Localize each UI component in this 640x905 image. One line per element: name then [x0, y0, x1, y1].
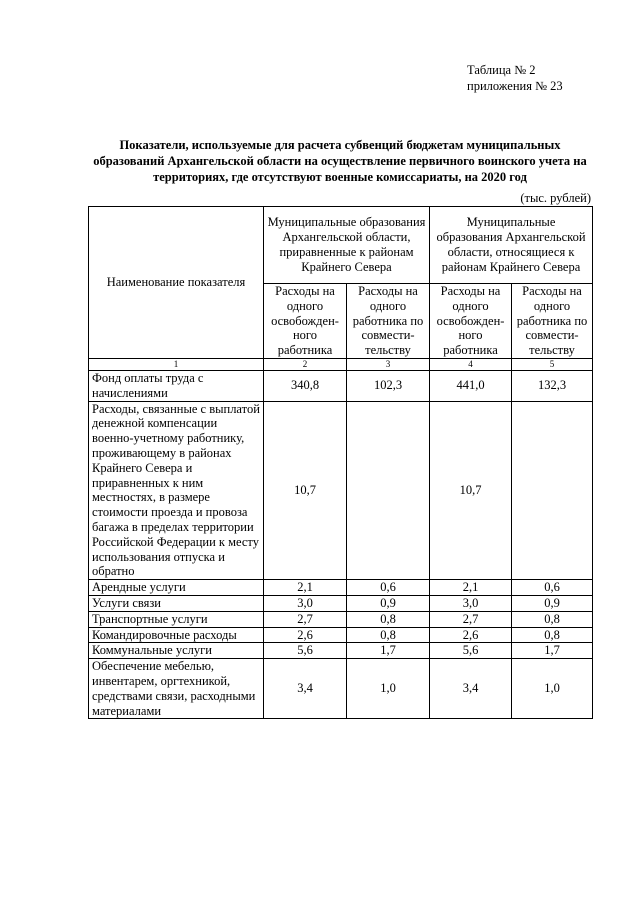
row-value: 0,8 — [512, 627, 593, 643]
row-indicator-name: Транспортные услуги — [89, 611, 264, 627]
table-row — [89, 659, 593, 719]
row-value: 3,0 — [264, 595, 347, 611]
table-row — [89, 595, 593, 611]
table-row — [89, 611, 593, 627]
row-value: 10,7 — [264, 401, 347, 580]
row-indicator-name: Обеспечение мебелью, инвентарем, оргтехникой, средствами связи, расходными материалами — [89, 659, 264, 719]
row-value — [512, 401, 593, 580]
row-value: 132,3 — [512, 370, 593, 401]
row-value: 0,8 — [347, 627, 430, 643]
row-value — [347, 401, 430, 580]
row-value: 0,8 — [347, 611, 430, 627]
header-row-groups — [89, 207, 593, 284]
row-value: 340,8 — [264, 370, 347, 401]
row-value: 5,6 — [430, 643, 512, 659]
row-value: 102,3 — [347, 370, 430, 401]
column-number: 5 — [512, 358, 593, 370]
row-value: 10,7 — [430, 401, 512, 580]
row-value: 5,6 — [264, 643, 347, 659]
header-group-equated-north: Муниципальные образования Архангельской области, приравненные к районам Крайнего Севера — [264, 207, 430, 284]
row-indicator-name: Коммунальные услуги — [89, 643, 264, 659]
row-value: 2,6 — [430, 627, 512, 643]
table-row — [89, 580, 593, 596]
row-value: 2,1 — [430, 580, 512, 596]
row-indicator-name: Расходы, связанные с выплатой денежной компенсации военно-учетному работнику, проживающему в районах Крайнего Севера и приравненных к ним местностях, в размере стоимости проезда и провоза багажа в пределах территории Российской Федерации к месту использования отпуска и обратно — [89, 401, 264, 580]
row-value: 2,7 — [430, 611, 512, 627]
row-value: 2,1 — [264, 580, 347, 596]
table-row — [89, 401, 593, 580]
indicators-table — [88, 206, 593, 719]
column-number: 2 — [264, 358, 347, 370]
row-value: 0,9 — [347, 595, 430, 611]
row-value: 1,0 — [512, 659, 593, 719]
row-value: 3,0 — [430, 595, 512, 611]
column-number: 1 — [89, 358, 264, 370]
row-indicator-name: Фонд оплаты труда с начислениями — [89, 370, 264, 401]
row-value: 2,6 — [264, 627, 347, 643]
table-row — [89, 370, 593, 401]
row-value: 1,0 — [347, 659, 430, 719]
caption-appendix-number: приложения № 23 — [467, 79, 563, 93]
column-number-row — [89, 358, 593, 370]
row-value: 0,9 — [512, 595, 593, 611]
table-caption — [467, 62, 563, 94]
row-value: 1,7 — [512, 643, 593, 659]
table-row — [89, 627, 593, 643]
header-sub-full-time-1: Расходы на одного освобожден-ного работника — [264, 284, 347, 359]
document-title: Показатели, используемые для расчета субвенций бюджетам муниципальных образований Архангельской области на осуществление первичного воинского учета на территориях, где отсутствуют военные комиссариаты, на 2020 год — [93, 138, 587, 184]
row-value: 1,7 — [347, 643, 430, 659]
table-row — [89, 643, 593, 659]
row-value: 0,6 — [512, 580, 593, 596]
caption-table-number: Таблица № 2 — [467, 63, 536, 77]
column-number: 4 — [430, 358, 512, 370]
header-sub-full-time-2: Расходы на одного освобожден-ного работника — [430, 284, 512, 359]
row-indicator-name: Командировочные расходы — [89, 627, 264, 643]
row-indicator-name: Арендные услуги — [89, 580, 264, 596]
column-number: 3 — [347, 358, 430, 370]
row-value: 0,6 — [347, 580, 430, 596]
row-value: 2,7 — [264, 611, 347, 627]
row-indicator-name: Услуги связи — [89, 595, 264, 611]
row-value: 0,8 — [512, 611, 593, 627]
header-sub-part-time-1: Расходы на одного работника по совмести-тельству — [347, 284, 430, 359]
header-group-far-north: Муниципальные образования Архангельской области, относящиеся к районам Крайнего Севера — [430, 207, 593, 284]
row-value: 3,4 — [264, 659, 347, 719]
units-label: (тыс. рублей) — [520, 191, 591, 205]
header-sub-part-time-2: Расходы на одного работника по совмести-тельству — [512, 284, 593, 359]
row-value: 441,0 — [430, 370, 512, 401]
header-indicator-name: Наименование показателя — [89, 207, 264, 359]
row-value: 3,4 — [430, 659, 512, 719]
